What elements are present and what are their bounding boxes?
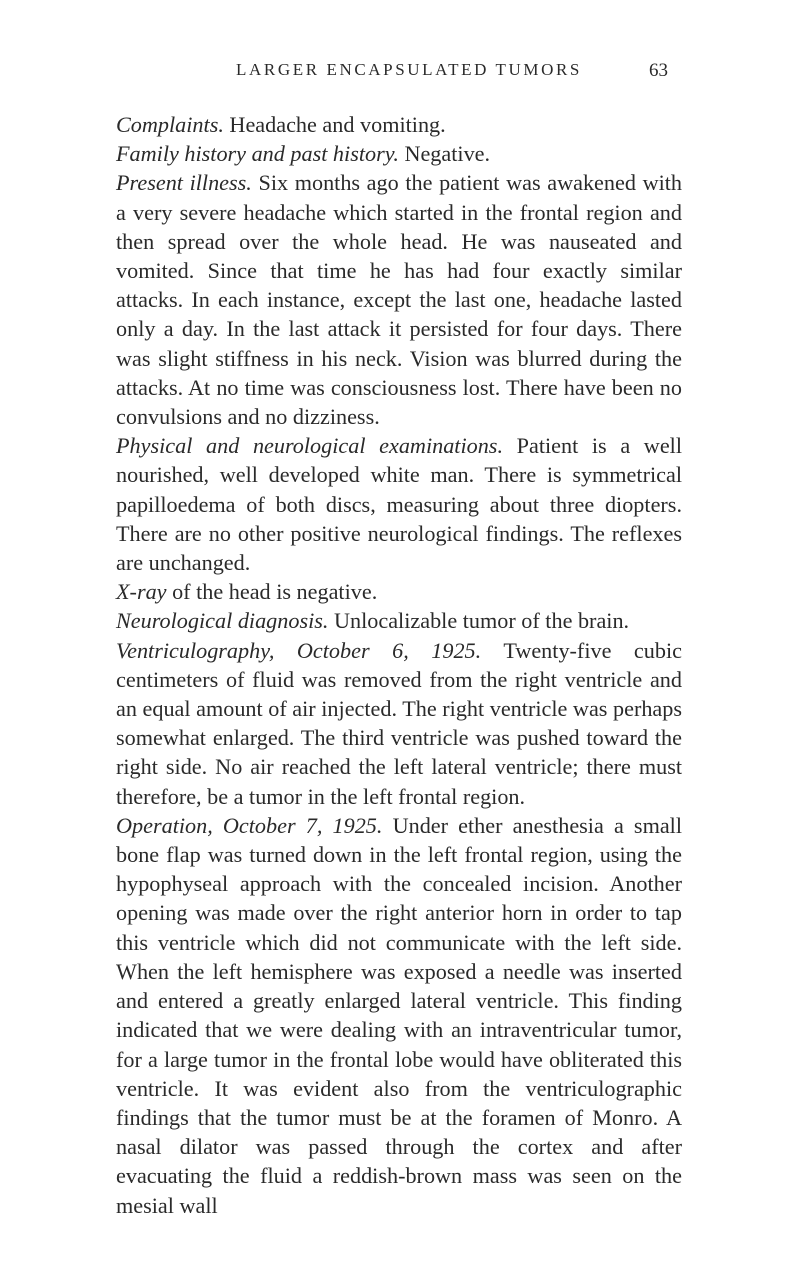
paragraph-text: of the head is negative. [172, 579, 378, 605]
paragraph-heading: Ventriculography, October 6, 1925. [116, 637, 482, 663]
paragraph-diagnosis [116, 606, 682, 635]
paragraph-present-illness [116, 168, 682, 431]
paragraph-heading: Family history and past history. [116, 141, 399, 167]
paragraph-operation [116, 811, 682, 1220]
running-title: LARGER ENCAPSULATED TUMORS [236, 60, 582, 79]
paragraph-text: Patient is a well nourished, well developed white man. There is symmetrical papilloedema of both discs, measuring about three diopters. There are no other positive neurological findings. The reflexes are unchanged. [116, 433, 682, 576]
paragraph-heading: Complaints. [116, 112, 224, 137]
paragraph-ventriculography [116, 636, 682, 811]
paragraph-examinations [116, 431, 682, 577]
paragraph-heading: Present illness. [116, 170, 252, 196]
paragraph-heading: X-ray [116, 579, 167, 605]
paragraph-text: Six months ago the patient was awakened with a very severe headache which started in the frontal region and then spread over the whole head. He was nauseated and vomited. Since that time he has had four exactly similar attacks. In each instance, except the last one, headache lasted only a day. In the last attack it persisted for four days. There was slight stiffness in his neck. Vision was blurred during the attacks. At no time was consciousness lost. There have been no convulsions and no dizziness. [116, 170, 683, 430]
paragraph-x-ray [116, 577, 682, 606]
paragraph-complaints [116, 110, 682, 139]
paragraph-family-history [116, 139, 682, 168]
page-number: 63 [649, 60, 668, 81]
paragraph-text: Unlocalizable tumor of the brain. [333, 608, 630, 634]
paragraph-text: Twenty-five cubic centimeters of fluid was removed from the right ventricle and an equal amount of air injected. The right ventricle was perhaps somewhat enlarged. The third ventricle was pushed toward the right side. No air reached the left lateral ventricle; there must therefore, be a tumor in the left frontal region. [116, 637, 682, 809]
paragraph-text: Headache and vomiting. [229, 112, 446, 137]
running-head [150, 60, 668, 90]
paragraph-text: Negative. [404, 141, 491, 167]
paragraph-text: Under ether anesthesia a small bone flap was turned down in the left frontal region, using the hypophyseal approach with the concealed incision. Another opening was made over the right anterior horn in order to tap this ventricle which did not communicate with the left side. When the left hemisphere was exposed a needle was inserted and entered a greatly enlarged lateral ventricle. This finding indicated that we were dealing with an intraventricular tumor, for a large tumor in the frontal lobe would have obliterated this ventricle. It was evident also from the ventriculographic findings that the tumor must be at the foramen of Monro. A nasal dilator was passed through the cortex and after evacuating the fluid a reddish-brown mass was seen on the mesial wall [116, 812, 683, 1218]
paragraph-heading: Neurological diagnosis. [116, 608, 329, 634]
paragraph-heading: Physical and neurological examinations. [116, 433, 503, 459]
body-text [116, 110, 682, 1220]
paragraph-heading: Operation, October 7, 1925. [116, 812, 383, 838]
